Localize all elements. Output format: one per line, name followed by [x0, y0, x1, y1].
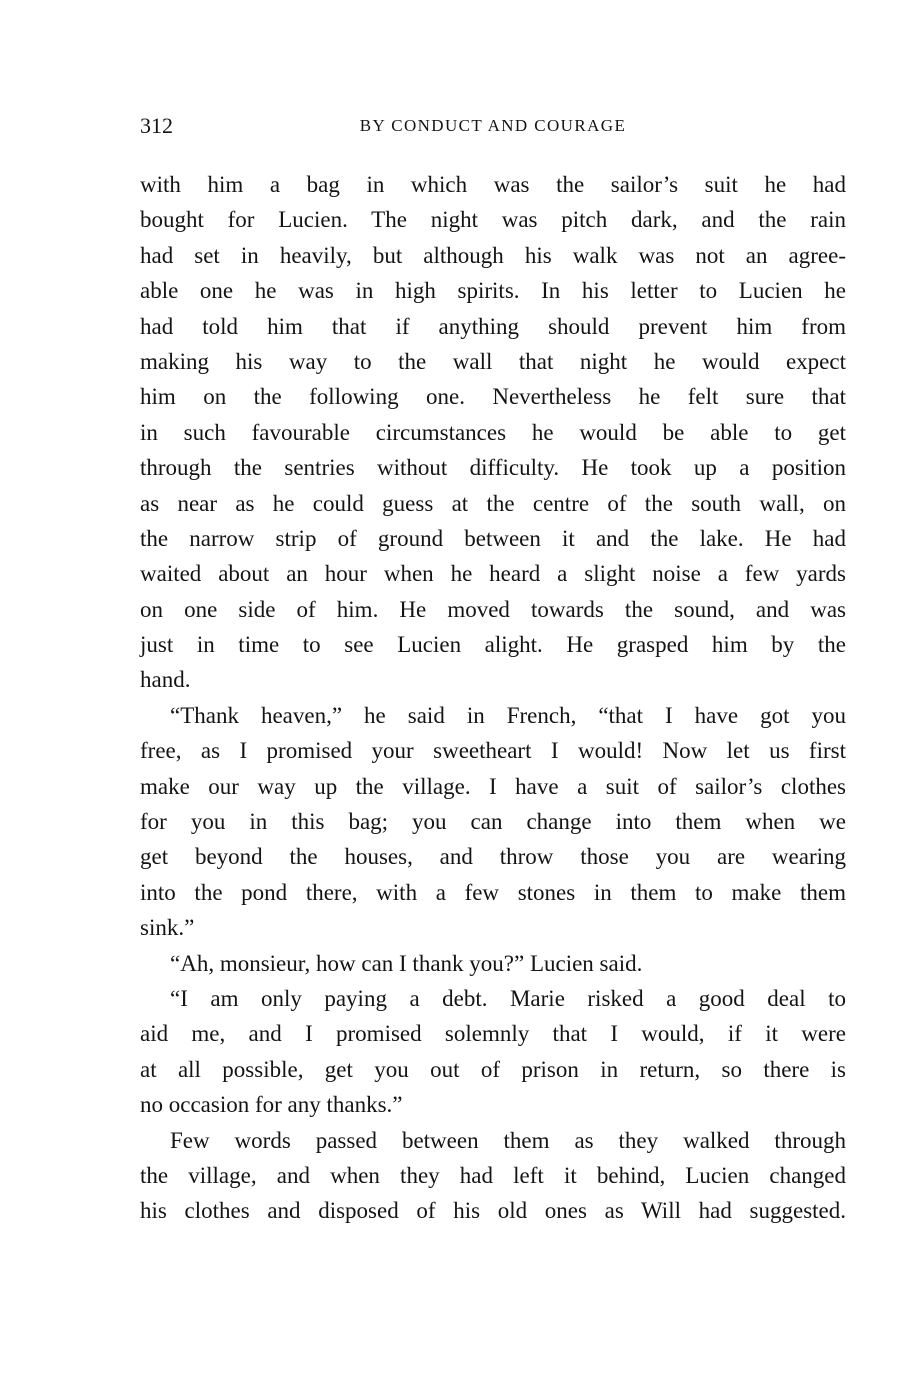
text-line: make our way up the village. I have a suit of sailor’s clothes: [140, 773, 846, 799]
book-page: [140, 112, 846, 1229]
text-line: hand.: [140, 667, 191, 693]
text-line: aid me, and I promised solemnly that I would, if it were: [140, 1021, 846, 1047]
paragraph: [140, 1123, 846, 1229]
page-number: 312: [140, 113, 173, 138]
text-line: as near as he could guess at the centre of the south wall, on: [140, 490, 846, 516]
text-line: through the sentries without difficulty. He took up a position: [140, 455, 846, 481]
text-line: him on the following one. Nevertheless he felt sure that: [140, 384, 846, 410]
running-head: BY CONDUCT AND COURAGE: [359, 116, 627, 135]
paragraph: [140, 698, 846, 946]
paragraph: [140, 167, 846, 698]
text-line: “Ah, monsieur, how can I thank you?” Lucien said.: [170, 950, 643, 976]
text-line: bought for Lucien. The night was pitch dark, and the rain: [140, 207, 846, 233]
text-line: free, as I promised your sweetheart I would! Now let us first: [140, 738, 846, 764]
text-line: sink.”: [140, 915, 195, 941]
text-line: had told him that if anything should prevent him from: [140, 313, 846, 339]
text-line: the village, and when they had left it behind, Lucien changed: [140, 1162, 846, 1188]
text-line: at all possible, get you out of prison in return, so there is: [140, 1056, 846, 1082]
text-line: able one he was in high spirits. In his letter to Lucien he: [140, 278, 846, 304]
text-line: the narrow strip of ground between it and the lake. He had: [140, 525, 846, 551]
body-text: [140, 167, 846, 1229]
text-line: “I am only paying a debt. Marie risked a good deal to: [170, 985, 846, 1011]
text-line: making his way to the wall that night he would expect: [140, 348, 846, 374]
paragraph: [140, 946, 846, 981]
text-line: with him a bag in which was the sailor’s suit he had: [140, 172, 846, 197]
text-line: in such favourable circumstances he would be able to get: [140, 419, 846, 445]
text-line: Few words passed between them as they walked through: [170, 1127, 846, 1153]
text-line: on one side of him. He moved towards the sound, and was: [140, 596, 846, 622]
text-line: no occasion for any thanks.”: [140, 1092, 403, 1118]
text-line: into the pond there, with a few stones in them to make them: [140, 879, 846, 905]
text-line: get beyond the houses, and throw those you are wearing: [140, 844, 846, 870]
text-line: just in time to see Lucien alight. He grasped him by the: [140, 632, 846, 658]
text-line: had set in heavily, but although his walk was not an agree-: [140, 242, 846, 268]
text-line: for you in this bag; you can change into them when we: [140, 809, 846, 835]
page-header: [140, 112, 846, 146]
text-line: “Thank heaven,” he said in French, “that I have got you: [170, 702, 846, 728]
text-line: his clothes and disposed of his old ones as Will had suggested.: [140, 1198, 846, 1224]
paragraph: [140, 981, 846, 1123]
text-line: waited about an hour when he heard a slight noise a few yards: [140, 561, 846, 587]
